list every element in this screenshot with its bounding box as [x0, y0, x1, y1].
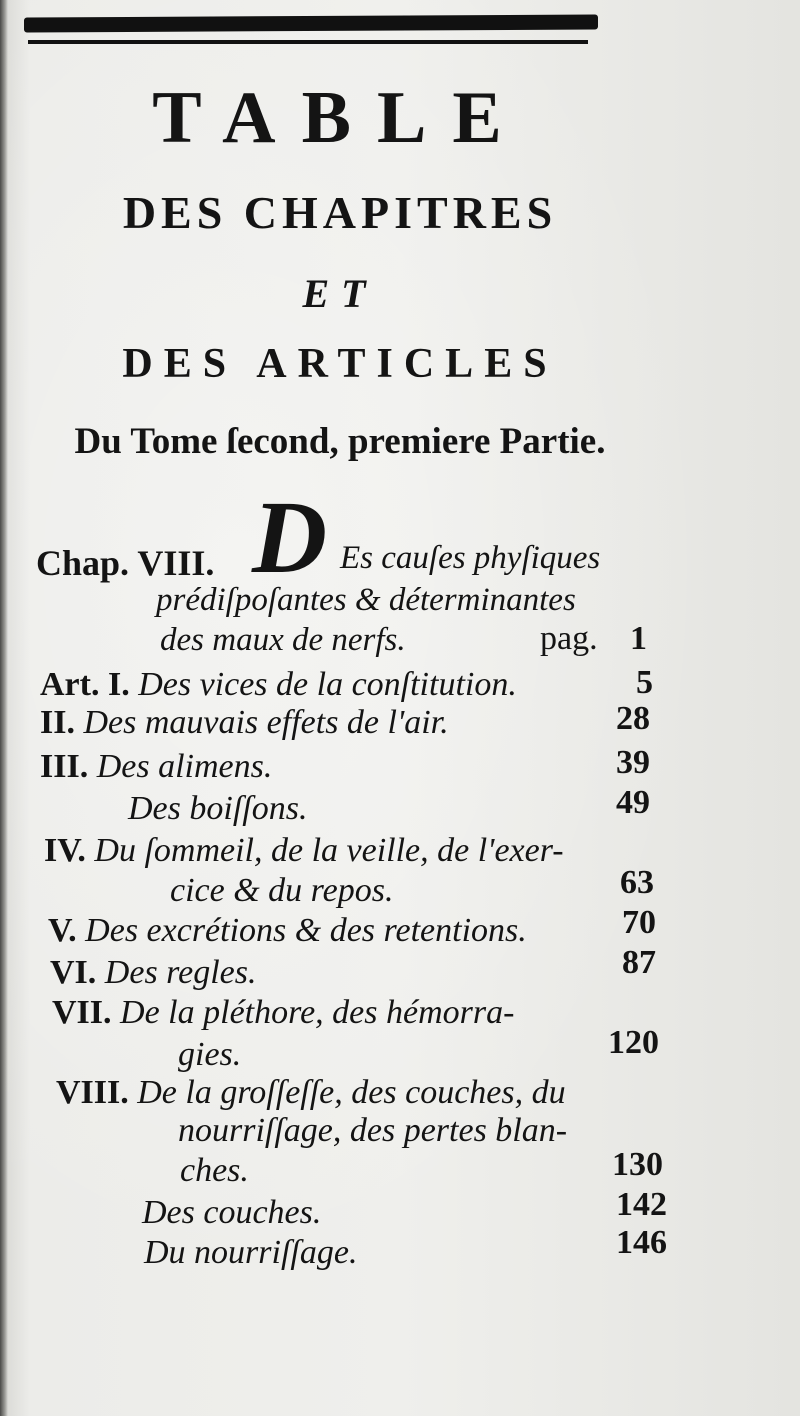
article-page: 63: [620, 864, 654, 901]
article-title: Des excrétions & des retentions.: [85, 912, 527, 949]
article-label: III.: [40, 748, 89, 785]
article-title: Des couches.: [142, 1194, 322, 1231]
article-page: 5: [636, 664, 653, 701]
chapter-page-prefix: pag.: [540, 620, 598, 657]
subtitle-tome: Du Tome ſecond, premiere Partie.: [74, 421, 606, 462]
list-item: [56, 1074, 566, 1112]
article-label: IV.: [44, 832, 86, 869]
list-item: [144, 1234, 357, 1272]
chapter-label: Chap. VIII.: [36, 543, 215, 583]
article-page: 49: [616, 784, 650, 821]
list-item: [40, 666, 517, 704]
article-title: De la groſſeſſe, des couches, du: [137, 1074, 566, 1111]
chapter-line-3: des maux de nerfs.: [160, 622, 406, 658]
list-item: [50, 954, 257, 992]
article-label: Art. I.: [40, 666, 130, 703]
header-rule-thick: [24, 14, 598, 32]
article-title-cont: cice & du repos.: [170, 872, 394, 909]
chapter-line-1: Es cauſes phyſiques: [340, 540, 601, 576]
page-title: TABLE: [152, 77, 528, 159]
article-title-cont: gies.: [178, 1036, 242, 1073]
article-title: Du nourriſſage.: [144, 1234, 358, 1271]
article-page: 70: [622, 904, 656, 941]
article-title: Des vices de la conſtitution.: [138, 666, 517, 703]
article-page: 39: [616, 744, 650, 781]
list-item: [44, 832, 564, 870]
chapter-page-number: 1: [630, 620, 647, 657]
article-page: 130: [612, 1146, 663, 1183]
subtitle-et: ET: [302, 271, 378, 316]
list-item: [142, 1194, 321, 1232]
article-page: 142: [616, 1186, 667, 1223]
article-title-cont: ches.: [180, 1152, 249, 1189]
article-title: Des regles.: [104, 954, 257, 991]
header-rule-thin: [28, 40, 588, 44]
chapter-dropcap: D: [252, 480, 328, 595]
article-page: 120: [608, 1024, 659, 1061]
article-label: VII.: [52, 994, 112, 1031]
list-item: [40, 704, 449, 742]
subtitle-articles: DES ARTICLES: [122, 341, 558, 387]
chapter-line-2: prédiſpoſantes & déterminantes: [156, 582, 576, 618]
article-title: Des alimens.: [96, 748, 273, 785]
article-title: Du ſommeil, de la veille, de l'exer-: [94, 832, 564, 869]
list-item: [40, 748, 272, 786]
article-label: II.: [40, 704, 75, 741]
article-label: V.: [48, 912, 77, 949]
article-label: VIII.: [56, 1074, 129, 1111]
article-title: Des boiſſons.: [128, 790, 308, 827]
article-title: De la pléthore, des hémorra-: [120, 994, 515, 1031]
article-page: 146: [616, 1224, 667, 1261]
article-page: 28: [616, 700, 650, 737]
subtitle-chapitres: DES CHAPITRES: [122, 187, 558, 238]
article-page: 87: [622, 944, 656, 981]
article-label: VI.: [50, 954, 97, 991]
article-title: Des mauvais effets de l'air.: [83, 704, 449, 741]
list-item: [48, 912, 527, 950]
list-item: [128, 790, 307, 828]
list-item: [52, 994, 514, 1032]
article-title-cont: nourriſſage, des pertes blan-: [178, 1112, 568, 1149]
